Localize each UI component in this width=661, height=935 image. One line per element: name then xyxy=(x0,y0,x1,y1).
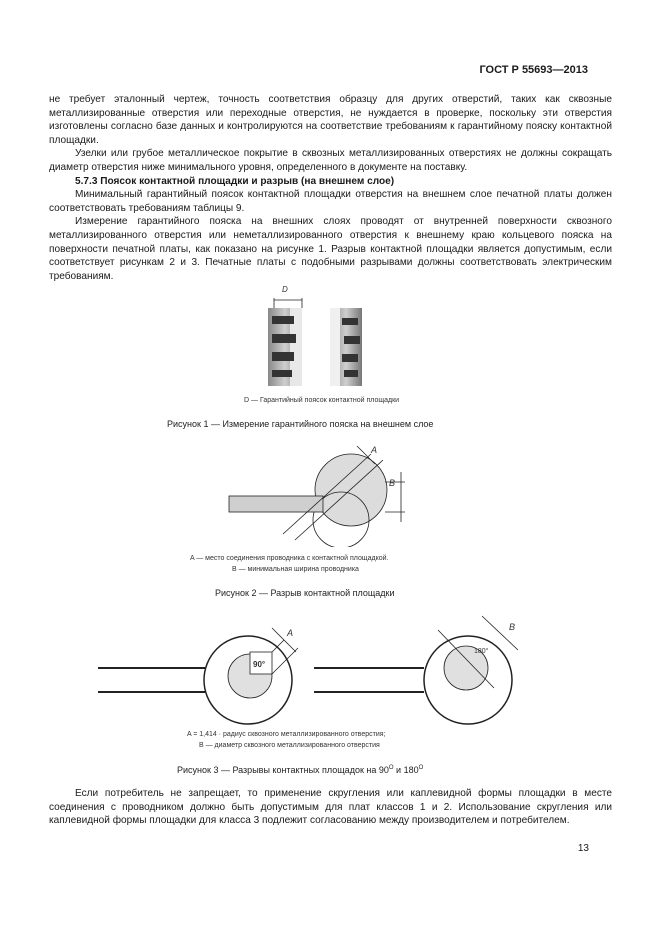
figure-3-title-sup1: O xyxy=(388,765,394,771)
paragraph-4: Измерение гарантийного пояска на внешних слоях проводят от внутренней поверхности сквозного металлизированного отверстия или неметаллизированного отверстия к внешнему краю кольцевого пояска на поверхности печатной платы, как показано на рисунке 1. Разрыв контактной площадки является допустимым, если соответствует рисункам 2 и 3. Печатные платы с подобными разрывами должны соответствовать электрическим требованиям. xyxy=(49,216,612,282)
paragraph-2: Узелки или грубое металлическое покрытие в сквозных металлизированных отверстиях не должны сокращать диаметр отверстия ниже минимального уровня, определенного в документе на поставку. xyxy=(49,148,612,173)
figure-1-right-hole xyxy=(330,308,340,386)
figure-3-title-mid: и 180 xyxy=(393,765,419,775)
figure-3-title-main: Рисунок 3 — Разрывы контактных площадок на 90 xyxy=(177,765,389,775)
figure-3-angle-left: 90° xyxy=(253,660,266,669)
figure-3-title xyxy=(177,765,423,775)
figure-2-label-b: B xyxy=(389,478,396,488)
figure-2-drawing xyxy=(225,442,425,547)
figure-3-legend-b: B — диаметр сквозного металлизированного отверстия xyxy=(199,742,380,749)
figure-3-drawing xyxy=(98,612,564,732)
paragraph-3: Минимальный гарантийный поясок контактной площадки отверстия на внешнем слое печатной платы должен соответствовать требованиям таблицы 9. xyxy=(49,189,612,214)
body-text-bottom xyxy=(49,787,612,828)
figure-2-land xyxy=(315,454,387,526)
figure-3-legend-a: A = 1,414 · радиус сквозного металлизированного отверстия; xyxy=(187,731,386,738)
figure-2-conductor xyxy=(229,496,323,512)
figure-2-legend-b: B — минимальная ширина проводника xyxy=(232,566,359,573)
figure-1-dim-label: D xyxy=(282,285,288,294)
figure-3-angle-right: 180° xyxy=(474,648,489,655)
standard-header: ГОСТ Р 55693—2013 xyxy=(479,64,588,76)
figure-2-legend-a: A — место соединения проводника с контактной площадкой. xyxy=(190,555,389,562)
page-number: 13 xyxy=(577,843,589,854)
figure-3-title-sup2: O xyxy=(418,765,424,771)
paragraph-5: Если потребитель не запрещает, то применение скругления или каплевидной формы площадки в месте соединения с проводником должно быть допустимым для плат классов 1 и 2. Использование скругления или каплевидной формы площадки для класса 3 подлежит согласованию между производителем и потребителем. xyxy=(49,788,612,827)
figure-2-title: Рисунок 2 — Разрыв контактной площадки xyxy=(215,588,395,598)
section-heading: 5.7.3 Поясок контактной площадки и разрыв (на внешнем слое) xyxy=(75,175,395,187)
figure-1-legend: D — Гарантийный поясок контактной площадки xyxy=(244,397,400,404)
figure-1-title: Рисунок 1 — Измерение гарантийного пояска на внешнем слое xyxy=(167,419,434,429)
figure-3-label-a: A xyxy=(287,628,294,638)
paragraph-1: не требует эталонный чертеж, точность соответствия образцу для других отверстий, таких как сквозные металлизированные отверстия или переходные отверстия, не нуждается в проверке, поскольку эти отверстия изготовлены согласно базе данных и контролируются на соответствие требованиям к гарантийному пояску контактной площадки. xyxy=(49,94,612,146)
figure-3-label-b: B xyxy=(509,622,516,632)
figure-2-label-a: A xyxy=(371,445,378,455)
figure-1-drawing xyxy=(260,278,380,388)
body-text-top xyxy=(49,93,612,283)
